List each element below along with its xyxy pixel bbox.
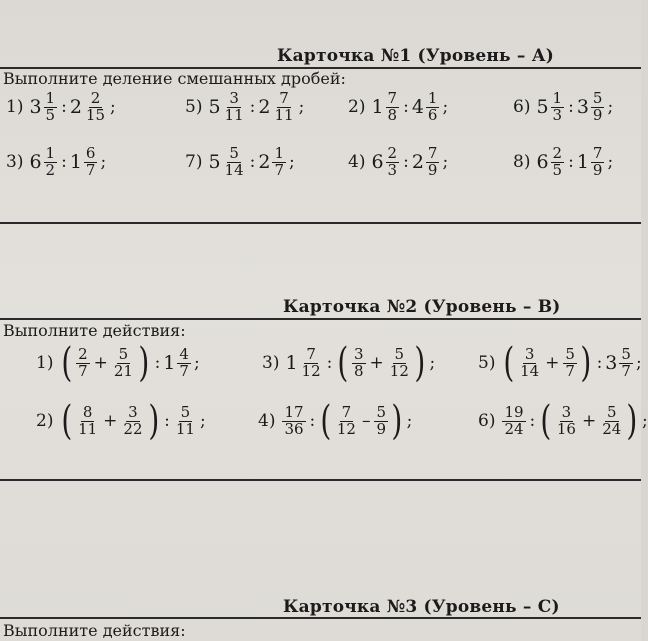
whole-part: 6 bbox=[536, 151, 549, 174]
problem-number: 5) bbox=[478, 353, 496, 373]
fraction: $\frac{2}{7}$ bbox=[78, 344, 88, 380]
close-paren: ) bbox=[138, 340, 150, 386]
fraction: $\frac{7}{9}$ bbox=[592, 144, 603, 179]
fraction: $\frac{5}{24}$ bbox=[602, 402, 622, 438]
operator: + bbox=[369, 353, 384, 373]
terminator: ; bbox=[635, 353, 642, 373]
whole-part: 1 bbox=[285, 352, 298, 374]
fraction: $\frac{7}{12}$ bbox=[301, 344, 321, 380]
fraction: $\frac{3}{14}$ bbox=[520, 344, 540, 380]
operator: : bbox=[309, 411, 316, 431]
card1-title: Карточка №1 (Уровень – А) bbox=[277, 46, 555, 66]
fraction: $\frac{7}{12}$ bbox=[336, 402, 356, 438]
terminator: ; bbox=[607, 97, 614, 118]
fraction: $\frac{17}{36}$ bbox=[284, 402, 304, 438]
fraction: $\frac{2}{3}$ bbox=[387, 144, 398, 179]
card1-problem-3 bbox=[6, 146, 106, 179]
card2-bottom-rule bbox=[0, 479, 641, 481]
card2-problem-6 bbox=[478, 398, 648, 444]
operator: : bbox=[61, 97, 67, 118]
fraction: $\frac{1}{7}$ bbox=[274, 144, 285, 179]
close-paren: ) bbox=[626, 398, 638, 444]
card2-problem-5 bbox=[478, 340, 642, 386]
fraction: $\frac{7}{11}$ bbox=[274, 89, 294, 124]
close-paren: ) bbox=[147, 398, 159, 444]
fraction: $\frac{8}{11}$ bbox=[78, 402, 98, 438]
whole-part: 1 bbox=[69, 151, 82, 174]
fraction: $\frac{5}{9}$ bbox=[592, 89, 603, 124]
operator: : bbox=[529, 411, 536, 431]
whole-part: 2 bbox=[258, 96, 271, 119]
fraction: $\frac{1}{3}$ bbox=[552, 89, 563, 124]
card1-problem-6 bbox=[513, 91, 613, 124]
fraction: $\frac{3}{11}$ bbox=[224, 89, 244, 124]
problem-number: 3) bbox=[6, 152, 24, 173]
close-paren: ) bbox=[391, 398, 403, 444]
card2-instruction: Выполните действия: bbox=[3, 321, 186, 340]
problem-number: 8) bbox=[513, 152, 531, 173]
terminator: ; bbox=[110, 97, 116, 118]
problem-number: 3) bbox=[262, 353, 280, 373]
open-paren: ( bbox=[337, 340, 349, 386]
card1-problem-2 bbox=[348, 91, 448, 124]
fraction: $\frac{5}{14}$ bbox=[224, 144, 244, 179]
card1-problem-5 bbox=[185, 91, 304, 124]
operator: : bbox=[403, 152, 409, 173]
card1-instruction: Выполните деление смешанных дробей: bbox=[3, 69, 346, 88]
problem-number: 7) bbox=[185, 152, 203, 173]
card2-problem-4 bbox=[258, 398, 413, 444]
fraction: $\frac{3}{16}$ bbox=[556, 402, 576, 438]
whole-part: 2 bbox=[258, 151, 271, 174]
card2-top-rule bbox=[0, 318, 641, 320]
fraction: $\frac{5}{9}$ bbox=[376, 402, 387, 438]
card3-top-rule bbox=[0, 617, 641, 619]
terminator: ; bbox=[100, 152, 107, 173]
terminator: ; bbox=[199, 411, 206, 431]
problem-number: 6) bbox=[478, 411, 496, 431]
close-paren: ) bbox=[580, 340, 592, 386]
terminator: ; bbox=[429, 353, 436, 373]
fraction: $\frac{1}{5}$ bbox=[45, 89, 56, 124]
card1-problem-4 bbox=[348, 146, 448, 179]
fraction: $\frac{4}{7}$ bbox=[179, 344, 189, 380]
problem-number: 2) bbox=[348, 97, 366, 118]
fraction: $\frac{3}{8}$ bbox=[353, 344, 364, 380]
card2-problem-3 bbox=[262, 340, 436, 386]
fraction: $\frac{1}{2}$ bbox=[45, 144, 56, 179]
operator: : bbox=[568, 152, 574, 173]
open-paren: ( bbox=[503, 340, 515, 386]
fraction: $\frac{5}{21}$ bbox=[113, 344, 133, 380]
problem-number: 2) bbox=[36, 411, 54, 431]
terminator: ; bbox=[607, 152, 614, 173]
whole-part: 3 bbox=[576, 96, 589, 119]
operator: – bbox=[361, 411, 371, 431]
terminator: ; bbox=[289, 152, 295, 173]
problem-number: 6) bbox=[513, 97, 531, 118]
operator: : bbox=[326, 353, 333, 373]
fraction: $\frac{2}{15}$ bbox=[85, 89, 106, 124]
whole-part: 2 bbox=[69, 96, 82, 119]
operator: : bbox=[596, 353, 603, 373]
fraction: $\frac{5}{11}$ bbox=[175, 402, 195, 438]
operator: + bbox=[545, 353, 560, 373]
card1-problem-1 bbox=[6, 91, 116, 124]
whole-part: 4 bbox=[411, 96, 424, 119]
terminator: ; bbox=[442, 97, 449, 118]
operator: : bbox=[249, 97, 256, 118]
operator: + bbox=[581, 411, 597, 431]
fraction: $\frac{7}{9}$ bbox=[427, 144, 438, 179]
close-paren: ) bbox=[414, 340, 426, 386]
whole-part: 3 bbox=[605, 352, 618, 374]
terminator: ; bbox=[641, 411, 648, 431]
problem-number: 4) bbox=[348, 152, 366, 173]
operator: : bbox=[249, 152, 256, 173]
operator: + bbox=[103, 411, 118, 431]
fraction: $\frac{6}{7}$ bbox=[85, 144, 96, 179]
card2-title: Карточка №2 (Уровень – В) bbox=[283, 297, 561, 317]
whole-part: 1 bbox=[371, 96, 384, 119]
operator: : bbox=[154, 353, 161, 373]
operator: + bbox=[93, 353, 108, 373]
card2-problem-2 bbox=[36, 398, 206, 444]
open-paren: ( bbox=[540, 398, 552, 444]
terminator: ; bbox=[406, 411, 413, 431]
fraction: $\frac{5}{7}$ bbox=[565, 344, 575, 380]
operator: : bbox=[403, 97, 409, 118]
operator: : bbox=[568, 97, 574, 118]
terminator: ; bbox=[193, 353, 200, 373]
whole-part: 2 bbox=[411, 151, 424, 174]
card2-problem-1 bbox=[36, 340, 200, 386]
whole-part: 1 bbox=[163, 352, 176, 374]
card1-problem-7 bbox=[185, 146, 295, 179]
fraction: $\frac{3}{22}$ bbox=[123, 402, 143, 438]
whole-part: 6 bbox=[29, 151, 42, 174]
operator: : bbox=[61, 152, 67, 173]
problem-number: 4) bbox=[258, 411, 276, 431]
open-paren: ( bbox=[61, 340, 73, 386]
fraction: $\frac{7}{8}$ bbox=[387, 89, 398, 124]
fraction: $\frac{19}{24}$ bbox=[504, 402, 524, 438]
card1-problem-8 bbox=[513, 146, 613, 179]
fraction: $\frac{5}{12}$ bbox=[389, 344, 409, 380]
problem-number: 1) bbox=[6, 97, 24, 118]
whole-part: 3 bbox=[29, 96, 42, 119]
card3-instruction: Выполните действия: bbox=[3, 621, 186, 640]
terminator: ; bbox=[298, 97, 305, 118]
card1-bottom-rule bbox=[0, 222, 641, 224]
whole-part: 5 bbox=[208, 96, 221, 119]
whole-part: 5 bbox=[208, 151, 221, 174]
card3-title: Карточка №3 (Уровень – С) bbox=[283, 597, 560, 617]
terminator: ; bbox=[442, 152, 449, 173]
open-paren: ( bbox=[61, 398, 73, 444]
open-paren: ( bbox=[320, 398, 332, 444]
fraction: $\frac{2}{5}$ bbox=[552, 144, 563, 179]
fraction: $\frac{5}{7}$ bbox=[621, 344, 631, 380]
whole-part: 6 bbox=[371, 151, 384, 174]
fraction: $\frac{1}{6}$ bbox=[427, 89, 438, 124]
problem-number: 1) bbox=[36, 353, 54, 373]
operator: : bbox=[164, 411, 170, 431]
whole-part: 5 bbox=[536, 96, 549, 119]
problem-number: 5) bbox=[185, 97, 203, 118]
whole-part: 1 bbox=[576, 151, 589, 174]
